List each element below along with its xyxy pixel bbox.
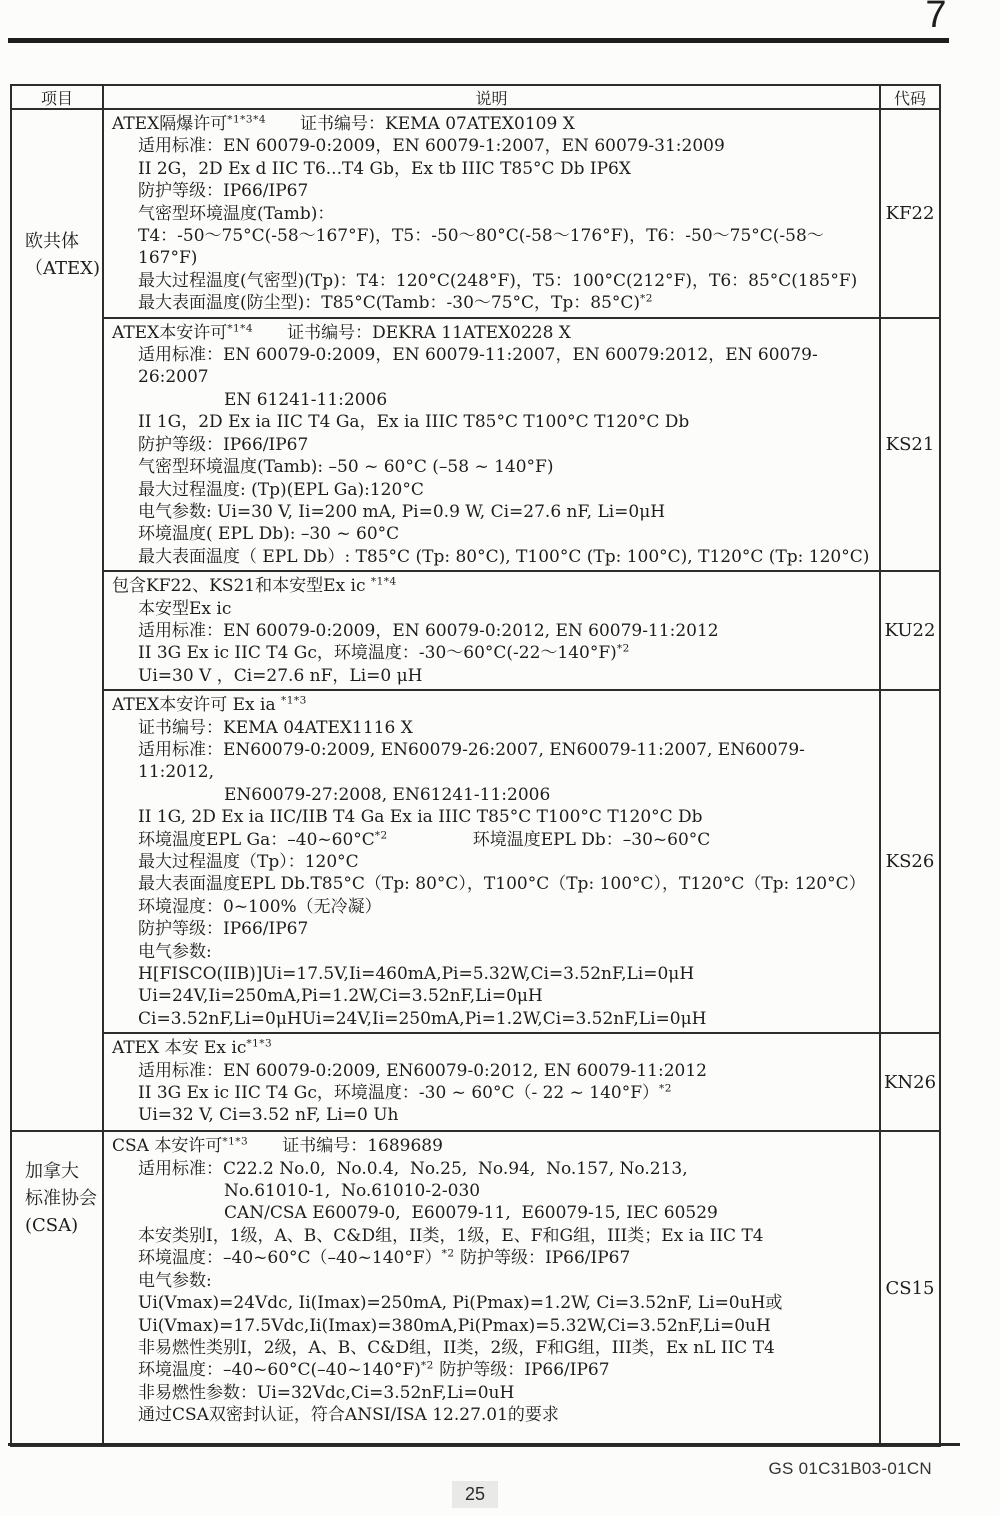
description-line <box>104 739 875 784</box>
page-number-bottom: 25 <box>452 1481 498 1508</box>
description-cell <box>104 110 879 317</box>
text-segment: 电气参数: <box>138 941 212 962</box>
superscript-note: *2 <box>659 1082 672 1095</box>
description-line <box>104 501 875 523</box>
column-header-code: 代码 <box>879 86 939 108</box>
text-segment: 适用标准：EN 60079-0:2009，EN 60079-0:2012, EN 60079-11:2012 <box>138 620 719 641</box>
text-segment: II 1G, 2D Ex ia IIC/IIB T4 Ga Ex ia IIIC T85°C T100°C T120°C Db <box>138 807 703 828</box>
text-segment: EN 61241-11:2006 <box>224 389 388 410</box>
text-segment: Ci=3.52nF,Li=0μHUi=24V,Ii=250mA,Pi=1.2W,Ci=3.52nF,Li=0μH <box>138 1008 707 1029</box>
description-line <box>104 479 875 501</box>
code-value: KS26 <box>885 851 935 873</box>
text-segment: 非易燃性参数：Ui=32Vdc,Ci=3.52nF,Li=0uH <box>138 1382 515 1403</box>
item-cell <box>12 110 102 1130</box>
description-line <box>104 1082 875 1104</box>
text-segment: T4：-50～75°C(-58～167°F)，T5：-50～80°C(-58～176°F)，T6：-50～75°C(-58～167°F) <box>138 226 824 269</box>
description-line <box>104 1225 875 1247</box>
code-value: CS15 <box>885 1278 935 1300</box>
text-segment: 环境温度( EPL Db): –30 ~ 60°C <box>138 524 400 545</box>
text-segment: 非易燃性类别I，2级，A、B、C&D组，II类，2级，F和G组，III类，Ex nL IIC T4 <box>138 1337 775 1358</box>
superscript-note: *2 <box>441 1247 455 1260</box>
text-segment: 最大表面温度（ EPL Db）: T85°C (Tp: 80°C), T100°C (Tp: 100°C), T120°C (Tp: 120°C) <box>138 546 870 567</box>
item-label-line: （ATEX) <box>25 258 100 279</box>
description-line <box>104 225 875 270</box>
column-header-description: 说明 <box>102 86 879 108</box>
description-line <box>104 1008 875 1030</box>
text-segment: 气密型环境温度(Tamb)： <box>138 203 335 224</box>
text-segment: Ui(Vmax)=17.5Vdc,Ii(Imax)=380mA,Pi(Pmax)=5.32W,Ci=3.52nF,Li=0uH <box>138 1315 771 1336</box>
description-line <box>104 411 875 433</box>
code-value: KF22 <box>885 202 935 224</box>
description-line <box>104 1270 875 1292</box>
description-line <box>104 158 875 180</box>
text-segment: 本安型Ex ic <box>138 598 232 619</box>
description-line <box>104 896 875 918</box>
code-cell <box>879 1132 939 1445</box>
rows-column <box>102 1132 939 1445</box>
text-segment: Ui=24V,Ii=250mA,Pi=1.2W,Ci=3.52nF,Li=0μH <box>138 986 543 1007</box>
superscript-note: *1*3 <box>280 694 307 707</box>
code-value: KU22 <box>884 620 936 642</box>
text-segment: 适用标准：EN60079-0:2009, EN60079-26:2007, EN60079-11:2007, EN60079-11:2012, <box>138 739 805 783</box>
description-line <box>104 1060 875 1082</box>
text-segment: 环境温度：–40~60°C（–40~140°F） <box>138 1248 442 1269</box>
code-cell <box>879 572 939 689</box>
table-header-row <box>12 86 939 110</box>
description-line <box>104 717 875 739</box>
text-segment: 电气参数: <box>138 1270 212 1291</box>
table-row-ku22 <box>104 570 939 689</box>
text-segment: ATEX本安许可 <box>112 322 228 343</box>
item-cell <box>12 1132 102 1445</box>
description-cell <box>104 691 879 1032</box>
table-body <box>12 110 939 1445</box>
description-line <box>104 1292 875 1314</box>
superscript-note: *1*3 <box>246 1037 273 1050</box>
code-cell <box>879 691 939 1032</box>
description-line <box>104 270 875 292</box>
text-segment: 环境温度EPL Ga：–40~60°C <box>138 829 375 850</box>
text-segment: II 1G，2D Ex ia IIC T4 Ga，Ex ia IIIC T85°C T100°C T120°C Db <box>138 412 690 433</box>
superscript-note: *1*3 <box>222 1135 249 1148</box>
description-line <box>104 829 875 851</box>
text-segment: 防护等级：IP66/IP67 <box>433 1360 610 1381</box>
text-segment: CAN/CSA E60079-0, E60079-11, E60079-15, IEC 60529 <box>224 1203 718 1224</box>
description-line <box>104 135 875 157</box>
description-line <box>104 806 875 828</box>
description-line <box>104 1037 875 1059</box>
text-segment: 防护等级：IP66/IP67 <box>138 919 309 940</box>
document-number: GS 01C31B03-01CN <box>768 1459 932 1478</box>
description-line <box>104 963 875 985</box>
superscript-note: *1*4 <box>370 575 397 588</box>
table-group <box>12 110 939 1130</box>
description-line <box>104 1180 875 1202</box>
description-line <box>104 575 875 597</box>
description-line <box>104 389 875 411</box>
description-line <box>104 1337 875 1359</box>
description-line <box>104 1315 875 1337</box>
rows-column <box>102 110 939 1130</box>
description-line <box>104 292 875 314</box>
text-segment: 最大过程温度: (Tp)(EPL Ga):120°C <box>138 479 424 500</box>
description-line <box>104 322 875 344</box>
text-segment: No.61010-1, No.61010-2-030 <box>224 1181 481 1202</box>
description-line <box>104 1247 875 1269</box>
table-row-kf22 <box>104 110 939 317</box>
description-line <box>104 1158 875 1180</box>
text-segment: 环境温度：–40~60°C(–40~140°F) <box>138 1360 421 1381</box>
description-line <box>104 620 875 642</box>
text-segment: ATEX 本安 Ex ic <box>112 1038 247 1059</box>
text-segment: 证书编号：DEKRA 11ATEX0228 X <box>253 322 571 343</box>
text-segment: 气密型环境温度(Tamb): –50 ~ 60°C (–58 ~ 140°F) <box>138 457 554 478</box>
item-label-line: 标准协会 <box>25 1188 97 1210</box>
text-segment: II 2G，2D Ex d IIC T6...T4 Gb，Ex tb IIIC T85°C Db IP6X <box>138 158 631 179</box>
text-segment: 环境温度EPL Db：–30~60°C <box>387 829 711 850</box>
description-line <box>104 985 875 1007</box>
text-segment: 适用标准：EN 60079-0:2009，EN 60079-1:2007，EN 60079-31:2009 <box>138 136 725 157</box>
description-cell <box>104 1132 879 1445</box>
description-line <box>104 642 875 664</box>
description-line <box>104 873 875 895</box>
description-line <box>104 1202 875 1224</box>
text-segment: EN60079-27:2008, EN61241-11:2006 <box>224 784 551 805</box>
text-segment: Ui=30 V ，Ci=27.6 nF，Li=0 μH <box>138 665 423 686</box>
superscript-note: *2 <box>420 1359 434 1372</box>
description-line <box>104 1382 875 1404</box>
description-line <box>104 434 875 456</box>
text-segment: 最大表面温度(防尘型)：T85°C(Tamb：-30～75°C，Tp：85°C) <box>138 293 641 314</box>
text-segment: 最大过程温度（Tp）：120°C <box>138 852 359 872</box>
text-segment: 证书编号：1689689 <box>248 1136 443 1157</box>
superscript-note: *2 <box>616 642 630 655</box>
code-cell <box>879 110 939 317</box>
top-rule <box>8 38 949 43</box>
code-value: KS21 <box>885 433 935 455</box>
description-line <box>104 851 875 873</box>
table-row-cs15 <box>104 1132 939 1445</box>
description-cell <box>104 572 879 689</box>
description-line <box>104 1104 875 1126</box>
description-line <box>104 1359 875 1381</box>
superscript-note: *2 <box>640 292 653 305</box>
description-line <box>104 598 875 620</box>
description-line <box>104 523 875 545</box>
text-segment: 本安类别I，1级，A、B、C&D组，II类，1级，E、F和G组，III类；Ex ia IIC T4 <box>138 1225 764 1246</box>
text-segment: 环境湿度：0~100%（无冷凝） <box>138 896 382 917</box>
text-segment: 适用标准：EN 60079-0:2009, EN60079-0:2012, EN 60079-11:2012 <box>138 1060 707 1081</box>
text-segment: CSA 本安许可 <box>112 1136 223 1157</box>
code-cell <box>879 1034 939 1130</box>
item-label-line: 欧共体 <box>25 231 79 252</box>
code-value: KN26 <box>883 1071 937 1093</box>
description-line <box>104 694 875 716</box>
description-line <box>104 918 875 940</box>
text-segment: 适用标准：C22.2 No.0, No.0.4, No.25, No.94, No.157, No.213, <box>138 1158 688 1179</box>
superscript-note: *1*3*4 <box>227 113 266 126</box>
code-cell <box>879 319 939 570</box>
footer-rule <box>8 1443 960 1446</box>
text-segment: ATEX隔爆许可 <box>112 114 228 134</box>
superscript-note: *1*4 <box>227 322 254 334</box>
table-row-ks26 <box>104 689 939 1032</box>
description-line <box>104 546 875 568</box>
item-label-line: (CSA) <box>25 1215 79 1237</box>
table-group <box>12 1130 939 1445</box>
item-label-line: 加拿大 <box>25 1161 79 1183</box>
text-segment: 防护等级：IP66/IP67 <box>454 1248 631 1269</box>
description-line <box>104 344 875 389</box>
table-row-kn26 <box>104 1032 939 1130</box>
superscript-note: *2 <box>374 828 388 841</box>
page-number-top: 7 <box>925 0 947 36</box>
text-segment: ATEX本安许可 Ex ia <box>112 695 281 716</box>
description-cell <box>104 1034 879 1130</box>
text-segment: 适用标准：EN 60079-0:2009，EN 60079-11:2007，EN 60079:2012，EN 60079-26:2007 <box>138 345 818 388</box>
text-segment: Ui(Vmax)=24Vdc, Ii(Imax)=250mA, Pi(Pmax)=1.2W, Ci=3.52nF, Li=0uH或 <box>138 1293 783 1314</box>
description-line <box>104 1404 875 1426</box>
table-row-ks21 <box>104 317 939 570</box>
text-segment: 证书编号：KEMA 04ATEX1116 X <box>138 717 413 738</box>
description-line <box>104 941 875 963</box>
text-segment: 最大表面温度EPL Db.T85°C（Tp: 80°C），T100°C（Tp: 100°C），T120°C（Tp: 120°C） <box>138 874 866 895</box>
description-line <box>104 784 875 806</box>
description-line <box>104 1135 875 1157</box>
description-cell <box>104 319 879 570</box>
text-segment: Ui=32 V, Ci=3.52 nF, Li=0 Uh <box>138 1105 399 1126</box>
text-segment: II 3G Ex ic IIC T4 Gc，环境温度：-30～60°C(-22～140°F) <box>138 643 617 664</box>
description-line <box>104 665 875 687</box>
description-line <box>104 113 875 135</box>
text-segment: H[FISCO(IIB)]Ui=17.5V,Ii=460mA,Pi=5.32W,Ci=3.52nF,Li=0μH <box>138 964 695 985</box>
text-segment: 包含KF22、KS21和本安型Ex ic <box>112 576 371 597</box>
column-header-item: 项目 <box>40 88 73 108</box>
description-line <box>104 456 875 478</box>
text-segment: 电气参数: Ui=30 V, Ii=200 mA, Pi=0.9 W, Ci=27.6 nF, Li=0μH <box>138 501 666 522</box>
description-line <box>104 203 875 225</box>
certification-table <box>10 84 941 1447</box>
description-line <box>104 180 875 202</box>
text-segment: 防护等级：IP66/IP67 <box>138 181 309 202</box>
text-segment: 证书编号：KEMA 07ATEX0109 X <box>266 114 575 134</box>
text-segment: 防护等级：IP66/IP67 <box>138 434 309 455</box>
text-segment: 最大过程温度(气密型)(Tp)：T4：120°C(248°F)，T5：100°C(212°F)，T6：85°C(185°F) <box>138 270 858 291</box>
text-segment: II 3G Ex ic IIC T4 Gc，环境温度：-30 ~ 60°C（- 22 ~ 140°F） <box>138 1083 660 1104</box>
text-segment: 通过CSA双密封认证，符合ANSI/ISA 12.27.01的要求 <box>138 1405 559 1426</box>
